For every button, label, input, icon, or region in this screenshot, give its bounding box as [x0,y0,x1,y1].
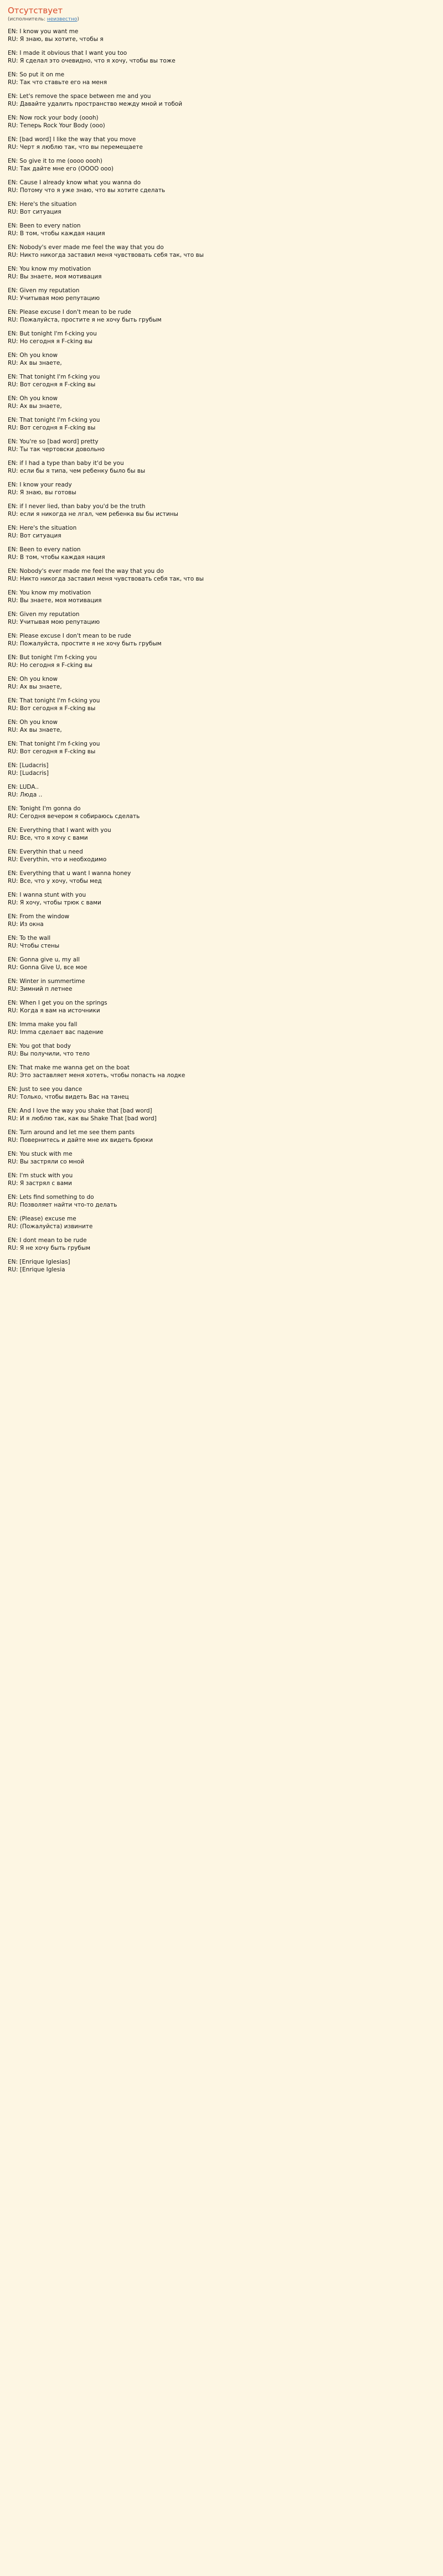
lyric-line-ru: RU: Потому что я уже знаю, что вы хотите сделать [8,187,166,194]
lyric-line-en: EN: When I get you on the springs [8,1000,107,1006]
lyric-stanza [8,460,435,475]
lyric-stanza [8,223,435,237]
lyric-line-en: EN: Oh you know [8,352,58,359]
lyric-line-ru: RU: Учитывая мою репутацию [8,618,100,625]
lyric-line-en: EN: [Enrique Iglesias] [8,1259,70,1265]
lyric-stanza [8,352,435,367]
lyric-line-en: EN: Gonna give u, my all [8,956,80,963]
lyric-line-ru: RU: Я хочу, чтобы трюк с вами [8,899,101,906]
lyric-stanza [8,1129,435,1144]
lyric-stanza [8,525,435,540]
lyric-stanza [8,568,435,583]
lyric-stanza [8,374,435,389]
lyric-line-en: EN: I wanna stunt with you [8,892,86,898]
lyric-stanza [8,935,435,950]
lyric-stanza [8,719,435,734]
lyric-line-ru: RU: Люда .. [8,791,43,798]
lyric-line-en: EN: Imma make you fall [8,1021,78,1028]
lyric-stanza [8,395,435,410]
lyric-stanza [8,482,435,496]
lyric-line-ru: RU: Позволяет найти что-то делать [8,1201,117,1208]
lyric-line-ru: RU: Ах вы знаете, [8,683,62,690]
lyric-line-en: EN: Given my reputation [8,611,80,618]
lyric-line-en: EN: Everythin that u need [8,849,83,855]
lyric-line-ru: RU: Я сделал это очевидно, что я хочу, чтобы вы тоже [8,57,176,64]
lyric-line-en: EN: Tonight I'm gonna do [8,805,81,812]
lyric-line-ru: RU: Ты так чертовски довольно [8,446,105,453]
lyric-line-en: EN: You got that body [8,1043,71,1049]
lyric-line-ru: RU: Вот сегодня я F-cking вы [8,748,96,755]
lyric-line-en: EN: That tonight I'm f-cking you [8,374,100,380]
lyric-line-en: EN: Nobody's ever made me feel the way that you do [8,568,164,575]
lyric-line-en: EN: I made it obvious that I want you too [8,50,127,56]
lyric-line-ru: RU: Сегодня вечером я собираюсь сделать [8,813,140,820]
lyric-line-en: EN: You know my motivation [8,589,91,596]
lyric-stanza [8,589,435,604]
page-header [8,6,435,23]
lyric-line-ru: RU: Ах вы знаете, [8,726,62,733]
lyric-line-en: EN: Been to every nation [8,546,81,553]
lyric-line-ru: RU: Я знаю, вы готовы [8,489,76,496]
performer-link[interactable]: неизвестно [47,17,78,22]
lyric-line-en: EN: You know my motivation [8,266,91,272]
lyric-stanza [8,1237,435,1252]
lyric-line-ru: RU: Повернитесь и дайте мне их видеть брюки [8,1136,153,1144]
lyric-line-ru: RU: Давайте удалить пространство между мной и тобой [8,100,183,107]
lyric-stanza [8,503,435,518]
lyric-line-en: EN: [bad word] I like the way that you move [8,136,136,143]
lyric-line-ru: RU: Когда я вам на источники [8,1007,100,1014]
lyric-line-ru: RU: Вот сегодня я F-cking вы [8,705,96,712]
lyric-line-en: EN: Been to every nation [8,223,81,229]
lyric-line-en: EN: Please excuse I don't mean to be rude [8,309,131,315]
lyric-line-en: EN: So put it on me [8,71,65,78]
lyric-stanza [8,697,435,712]
lyric-stanza [8,1151,435,1166]
lyric-line-en: EN: LUDA.. [8,784,39,790]
lyric-line-ru: RU: Вот сегодня я F-cking вы [8,424,96,431]
lyric-line-ru: RU: Так дайте мне его (ОООО ооо) [8,165,114,172]
lyric-line-en: EN: That make me wanna get on the boat [8,1064,130,1071]
lyric-stanza [8,1194,435,1209]
lyric-stanza [8,71,435,86]
lyric-stanza [8,1086,435,1101]
lyric-line-en: EN: if I never lied, than baby you'd be the truth [8,503,146,510]
lyric-line-ru: RU: В том, чтобы каждая нация [8,230,105,237]
lyric-line-ru: RU: [Ludacris] [8,769,49,777]
lyric-line-ru: RU: Вы знаете, моя мотивация [8,597,102,604]
lyric-line-ru: RU: Я застрял с вами [8,1180,72,1187]
lyric-line-en: EN: Lets find something to do [8,1194,94,1201]
lyric-line-ru: RU: (Пожалуйста) извините [8,1223,93,1230]
lyric-line-ru: RU: Ах вы знаете, [8,402,62,410]
lyric-line-en: EN: Now rock your body (oooh) [8,115,99,121]
lyric-stanza [8,762,435,777]
performer-label: (исполнитель: [8,17,47,22]
lyric-line-en: EN: That tonight I'm f-cking you [8,741,100,747]
lyric-stanza [8,611,435,626]
lyric-line-ru: RU: Теперь Rock Your Body (ooo) [8,122,105,129]
lyric-line-en: EN: I dont mean to be rude [8,1237,87,1244]
lyric-stanza [8,741,435,756]
lyric-line-ru: RU: Вы получили, что тело [8,1050,90,1057]
lyric-line-ru: RU: Никто никогда заставил меня чувствовать себя так, что вы [8,251,204,258]
lyric-stanza [8,179,435,194]
lyric-stanza [8,309,435,324]
lyric-stanza [8,201,435,216]
lyric-line-en: EN: if I had a type than baby it'd be you [8,460,124,467]
lyric-line-en: EN: Here's the situation [8,525,77,531]
lyric-line-ru: RU: В том, чтобы каждая нация [8,554,105,561]
lyric-line-ru: RU: Imma сделает вас падение [8,1028,104,1036]
lyric-line-en: EN: Oh you know [8,395,58,402]
lyric-line-ru: RU: Вот ситуация [8,532,61,539]
lyric-stanza [8,1108,435,1123]
lyric-stanza [8,1259,435,1274]
lyric-line-ru: RU: Вот ситуация [8,208,61,215]
lyric-line-en: EN: Just to see you dance [8,1086,83,1093]
lyric-line-en: EN: Everything that I want with you [8,827,111,834]
lyric-line-ru: RU: Чтобы стены [8,942,60,949]
lyric-line-en: EN: Turn around and let me see them pants [8,1129,135,1136]
lyric-line-en: EN: You're so [bad word] pretty [8,438,99,445]
lyric-line-ru: RU: Пожалуйста, простите я не хочу быть грубым [8,316,162,323]
lyric-line-en: EN: That tonight I'm f-cking you [8,697,100,704]
page-title: Отсутствует [8,6,63,15]
lyric-line-en: EN: To the wall [8,935,51,942]
lyric-stanza [8,93,435,108]
lyric-stanza [8,244,435,259]
lyric-line-ru: RU: Gonna Give U, все мое [8,964,87,971]
lyric-stanza [8,827,435,842]
lyric-line-en: EN: Given my reputation [8,287,80,294]
lyric-line-en: EN: Oh you know [8,676,58,682]
lyrics-body [8,28,435,1274]
lyric-stanza [8,654,435,669]
lyric-line-en: EN: You stuck with me [8,1151,73,1157]
lyric-stanza [8,115,435,130]
lyric-line-en: EN: That tonight I'm f-cking you [8,417,100,423]
lyric-line-ru: RU: если бы я типа, чем ребенку было бы вы [8,467,146,474]
lyric-line-ru: RU: Вы знаете, моя мотивация [8,273,102,280]
lyric-line-en: EN: I'm stuck with you [8,1172,73,1179]
lyric-line-en: EN: I know your ready [8,482,72,488]
lyric-line-ru: RU: Черт я люблю так, что вы перемещаете [8,143,143,151]
performer-line [8,16,435,23]
lyric-stanza [8,287,435,302]
lyric-stanza [8,784,435,799]
lyric-line-ru: RU: Вы застряли со мной [8,1158,85,1165]
lyric-line-en: EN: Cause I already know what you wanna do [8,179,141,186]
lyric-line-en: EN: Oh you know [8,719,58,726]
lyric-line-en: EN: (Please) excuse me [8,1215,76,1222]
lyric-line-en: EN: Winter in summertime [8,978,85,985]
lyric-stanza [8,956,435,971]
lyric-line-ru: RU: Я не хочу быть грубым [8,1244,91,1251]
lyric-stanza [8,1021,435,1036]
lyric-stanza [8,1064,435,1079]
lyric-line-en: EN: But tonight I'm f-cking you [8,654,97,661]
lyric-line-ru: RU: если я никогда не лгал, чем ребенка вы бы истины [8,510,178,518]
lyric-line-ru: RU: Учитывая мою репутацию [8,294,100,302]
lyric-stanza [8,633,435,648]
lyric-line-en: EN: From the window [8,913,70,920]
lyric-line-en: EN: Here's the situation [8,201,77,208]
lyric-line-ru: RU: Я знаю, вы хотите, чтобы я [8,35,104,43]
lyric-stanza [8,417,435,432]
lyric-stanza [8,849,435,863]
lyric-stanza [8,158,435,173]
lyric-stanza [8,1000,435,1015]
lyric-line-en: EN: Please excuse I don't mean to be rude [8,633,131,639]
lyric-line-en: EN: Everything that u want I wanna honey [8,870,131,877]
lyric-line-ru: RU: Это заставляет меня хотеть, чтобы попасть на лодке [8,1072,186,1079]
lyric-line-ru: RU: Все, что я хочу с вами [8,834,88,841]
lyric-stanza [8,50,435,65]
lyric-line-ru: RU: Из окна [8,920,44,928]
lyric-stanza [8,546,435,561]
lyric-line-en: EN: And I love the way you shake that [bad word] [8,1108,152,1114]
lyric-line-ru: RU: Зимний п летнее [8,985,73,992]
lyric-line-ru: RU: [Enrique Iglesia [8,1266,65,1273]
lyric-stanza [8,676,435,691]
lyric-line-en: EN: Let's remove the space between me and you [8,93,151,100]
lyric-line-ru: RU: Вот сегодня я F-cking вы [8,381,96,388]
lyric-stanza [8,330,435,345]
lyric-stanza [8,1215,435,1230]
lyric-stanza [8,1172,435,1187]
lyric-line-ru: RU: Но сегодня я F-cking вы [8,338,92,345]
lyric-stanza [8,978,435,993]
lyric-stanza [8,28,435,43]
lyric-line-ru: RU: Пожалуйста, простите я не хочу быть грубым [8,640,162,647]
lyric-line-ru: RU: Никто никогда заставил меня чувствовать себя так, что вы [8,575,204,582]
lyric-line-ru: RU: Но сегодня я F-cking вы [8,661,92,669]
lyric-line-ru: RU: И я люблю так, как вы Shake That [bad word] [8,1115,157,1122]
lyric-line-ru: RU: Только, чтобы видеть Вас на танец [8,1093,129,1100]
lyric-stanza [8,438,435,453]
lyric-stanza [8,892,435,907]
lyric-line-en: EN: [Ludacris] [8,762,49,769]
lyric-line-ru: RU: Ах вы знаете, [8,359,62,366]
lyric-line-en: EN: But tonight I'm f-cking you [8,330,97,337]
lyric-stanza [8,805,435,820]
lyric-stanza [8,266,435,281]
lyric-stanza [8,1043,435,1058]
lyric-line-ru: RU: Everythin, что и необходимо [8,856,107,863]
lyric-stanza [8,136,435,151]
performer-close: ) [77,17,79,22]
lyric-line-en: EN: Nobody's ever made me feel the way that you do [8,244,164,251]
lyric-stanza [8,913,435,928]
lyric-stanza [8,870,435,885]
lyric-line-en: EN: I know you want me [8,28,79,35]
lyric-line-ru: RU: Так что ставьте его на меня [8,79,107,86]
lyric-line-en: EN: So give it to me (oooo oooh) [8,158,102,164]
lyric-line-ru: RU: Все, что у хочу, чтобы мед [8,877,102,884]
